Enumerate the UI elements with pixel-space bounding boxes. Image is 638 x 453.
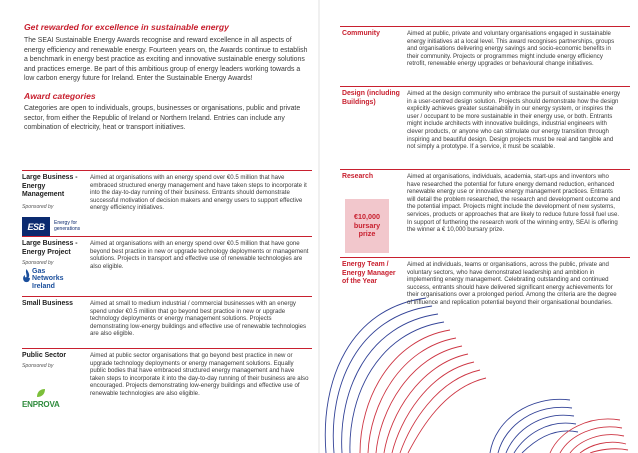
esb-tagline: Energy for generations (54, 220, 81, 232)
category-description: Aimed at organisations, individuals, academia, start-ups and inventors who have researched the potential for future energy demand reduction, enhanced renewable energy use or innovative energy management practices. Entrants will detail the problem researched, the research and development outcome and the potential impact. Projects might include the development of new systems, services, products or approaches that are likely to reduce future fossil fuel use. In support of furthering the research work of the winning entry, SEAI is offering the winner a € 10,000 bursary prize. (407, 173, 621, 234)
esb-logo-mark: ESB (22, 217, 50, 236)
category-design (340, 86, 630, 169)
categories-title: Award categories (24, 90, 96, 101)
category-label: Large Business - Energy Project (22, 240, 78, 256)
category-description: Aimed at organisations with an energy spend over €0.5 million that have embraced structured energy management and have taken steps to incorporate it into the day-to-day running of their business. Entrants should demonstrate successful motivation of decision makers and energy users to support effective energy efficiency initiatives. (90, 174, 307, 212)
category-description: Aimed at individuals, teams or organisations, across the public, private and voluntary sectors, who have demonstrated leadership and ambition in implementing energy management. Celebrating outstanding and continued success, entrants should have delivered significant energy achievements for their organisations over a prolonged period. Among the criteria are the degree of influence and replication potential beyond their organisational boundaries. (407, 261, 617, 306)
flame-icon (22, 269, 31, 283)
right-page (320, 0, 638, 453)
intro-body: The SEAI Sustainable Energy Awards recognise and reward excellence in all aspects of energy efficiency and renewable energy. Fourteen years on, the Awards continue to establish a benchmark in energy best practice as exciting and innovative sustainable energy solutions and practices emerge. Be part of this ambitious group of energy leaders working towards a low carbon energy future for Ireland. Enter the Sustainable Energy Awards! (24, 37, 308, 83)
category-label: Public Sector (22, 352, 67, 359)
enprova-wordmark: ENPROVA (22, 400, 60, 409)
category-large-business-energy-project (22, 236, 312, 296)
sponsored-by-label: Sponsored by (22, 363, 54, 369)
categories-body: Categories are open to individuals, groups, businesses or organisations, public and private sector, from either the Republic of Ireland or Northern Ireland. Entries can include any combination of electricity, heat or transport initiatives. (24, 104, 301, 132)
category-label: Large Business - Energy Management (22, 174, 78, 199)
category-label: Energy Team / Energy Manager of the Year (342, 261, 396, 286)
category-description: Aimed at the design community who embrace the pursuit of sustainable energy in a user-centred design solution. Projects should demonstrate how the design explicitly achieves greater sustainability in our energy system, or inspires the user / occupant to be more sustainable in their energy use, or both. Entrants might include architects with innovative buildings, industrial engineers with clever products, or anyone who can stimulate our energy transition through inspiring and beautiful design. Design projects must be real and tangible and not simply a prototype. If a service, it must be scalable. (407, 90, 621, 151)
category-label: Research (342, 173, 374, 180)
sponsored-by-label: Sponsored by (22, 260, 54, 266)
category-large-business-energy-management (22, 170, 312, 236)
enprova-logo (22, 397, 94, 413)
category-description: Aimed at public, private and voluntary organisations engaged in sustainable energy initiatives at a local level. This award recognises partnerships, groups and organisations delivering energy savings and socio-economic benefits in their community. Projects or programmes might include energy efficiency retrofit, renewable energy upgrades or behavioural change initiatives. (407, 30, 615, 68)
sponsored-by-label: Sponsored by (22, 204, 54, 210)
left-page (0, 0, 318, 453)
category-small-business (22, 296, 312, 348)
category-community (340, 26, 630, 86)
category-energy-team (340, 257, 630, 327)
bursary-prize-badge: €10,000 bursary prize (345, 199, 389, 253)
intro-title: Get rewarded for excellence in sustainable energy (24, 22, 229, 32)
category-description: Aimed at small to medium industrial / commercial businesses with an energy spend under €0.5 million that go beyond best practice in new or upgrade technology deployments or energy management solutions. Projects demonstrating low-energy buildings and effective use of renewable technologies are also eligible. (90, 300, 307, 338)
leaf-icon (36, 388, 46, 398)
gas-networks-ireland-wordmark: Gas Networks Ireland (32, 268, 64, 290)
category-label: Small Business (22, 300, 73, 307)
intro-section (24, 22, 309, 133)
category-public-sector (22, 348, 312, 438)
category-description: Aimed at organisations with an energy spend over €0.5 million that have gone beyond best practice in new or upgrade technology deployments or management solutions. Projects in transport and effective use of renewable technologies are also eligible. (90, 240, 309, 270)
category-description: Aimed at public sector organisations that go beyond best practice in new or upgrade technology deployments or energy management solutions. Equally public bodies that have embraced structured energy management and have taken steps to incorporate it into the day-to-day running of their business are also encouraged. Projects demonstrating low-energy buildings and effective use of renewable technologies are also eligible. (90, 352, 309, 397)
gas-networks-ireland-logo (22, 268, 82, 298)
category-research (340, 169, 630, 257)
category-label: Design (including Buildings) (342, 90, 400, 106)
category-label: Community (342, 30, 380, 37)
esb-logo (22, 217, 94, 237)
